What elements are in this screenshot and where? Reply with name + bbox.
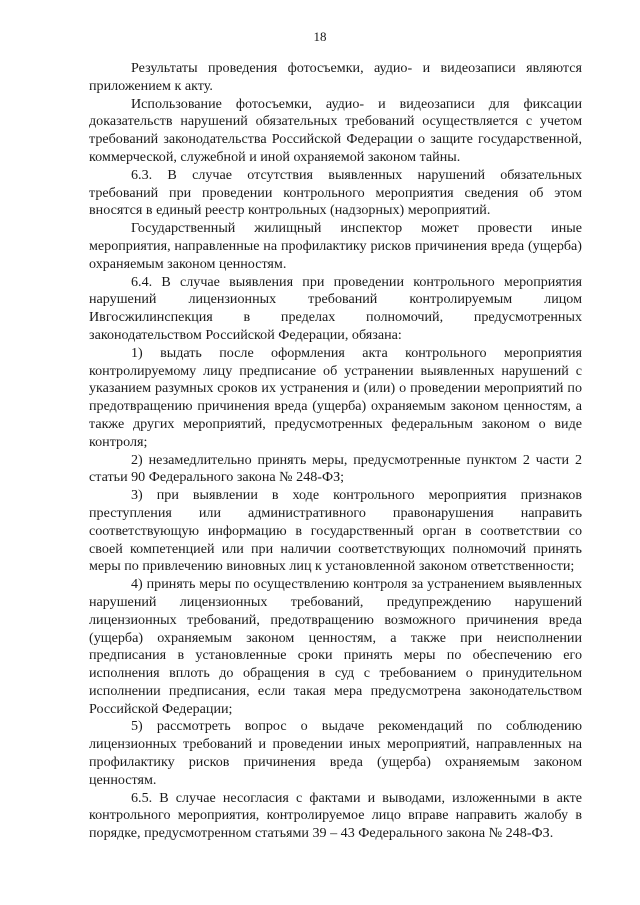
paragraph-6-4-item-2: 2) незамедлительно принять меры, предусмотренные пунктом 2 части 2 статьи 90 Федерального закона № 248-ФЗ; <box>89 451 582 486</box>
paragraph-photo-usage: Использование фотосъемки, аудио- и видеозаписи для фиксации доказательств нарушений обязательных требований осуществляется с учетом требований законодательства Российской Федерации о защите государственной, коммерческой, служебной и иной охраняемой законом тайны. <box>89 95 582 165</box>
page-number: 18 <box>313 29 327 44</box>
paragraph-6-5: 6.5. В случае несогласия с фактами и выводами, изложенными в акте контрольного мероприятия, контролируемое лицо вправе направить жалобу в порядке, предусмотренном статьями 39 – 43 Федерального закона № 248-ФЗ. <box>89 789 582 842</box>
paragraph-6-3: 6.3. В случае отсутствия выявленных нарушений обязательных требований при проведении контрольного мероприятия сведения об этом вносятся в единый реестр контрольных (надзорных) мероприятий. <box>89 166 582 219</box>
paragraph-6-4-item-3: 3) при выявлении в ходе контрольного мероприятия признаков преступления или административного правонарушения направить соответствующую информацию в государственный орган в соответствии со своей компетенцией или при наличии соответствующих полномочий принять меры по привлечению виновных лиц к установленной законом ответственности; <box>89 487 582 575</box>
paragraph-inspector: Государственный жилищный инспектор может провести иные мероприятия, направленные на профилактику рисков причинения вреда (ущерба) охраняемым законом ценностям. <box>89 220 582 272</box>
paragraph-photo-results: Результаты проведения фотосъемки, аудио- и видеозаписи являются приложением к акту. <box>89 60 582 94</box>
document-body <box>89 60 582 843</box>
paragraph-6-4-item-5: 5) рассмотреть вопрос о выдаче рекомендаций по соблюдению лицензионных требований и проведении иных мероприятий, направленных на профилактику рисков причинения вреда (ущерба) охраняемым законом ценностям. <box>89 718 582 788</box>
paragraph-6-4-item-1: 1) выдать после оформления акта контрольного мероприятия контролируемому лицу предписание об устранении выявленных нарушений с указанием разумных сроков их устранения и (или) о проведении мероприятий по предотвращению причинения вреда (ущерба) охраняемым законом ценностям, а также других мероприятий, предусмотренных федеральным законом о виде контроля; <box>89 344 582 450</box>
paragraph-6-4: 6.4. В случае выявления при проведении контрольного мероприятия нарушений лицензионных требований контролируемым лицом Ивгосжилинспекция в пределах полномочий, предусмотренных законодательством Российской Федерации, обязана: <box>89 273 582 343</box>
paragraph-6-4-item-4: 4) принять меры по осуществлению контроля за устранением выявленных нарушений лицензионных требований, предупреждению нарушений лицензионных требований, предотвращению возможного причинения вреда (ущерба) охраняемым законом ценностям, а также при неисполнении предписания в установленные сроки принять меры по обеспечению его исполнения вплоть до обращения в суд с требованием о принудительном исполнении предписания, если такая мера предусмотрена законодательством Российской Федерации; <box>89 576 582 717</box>
